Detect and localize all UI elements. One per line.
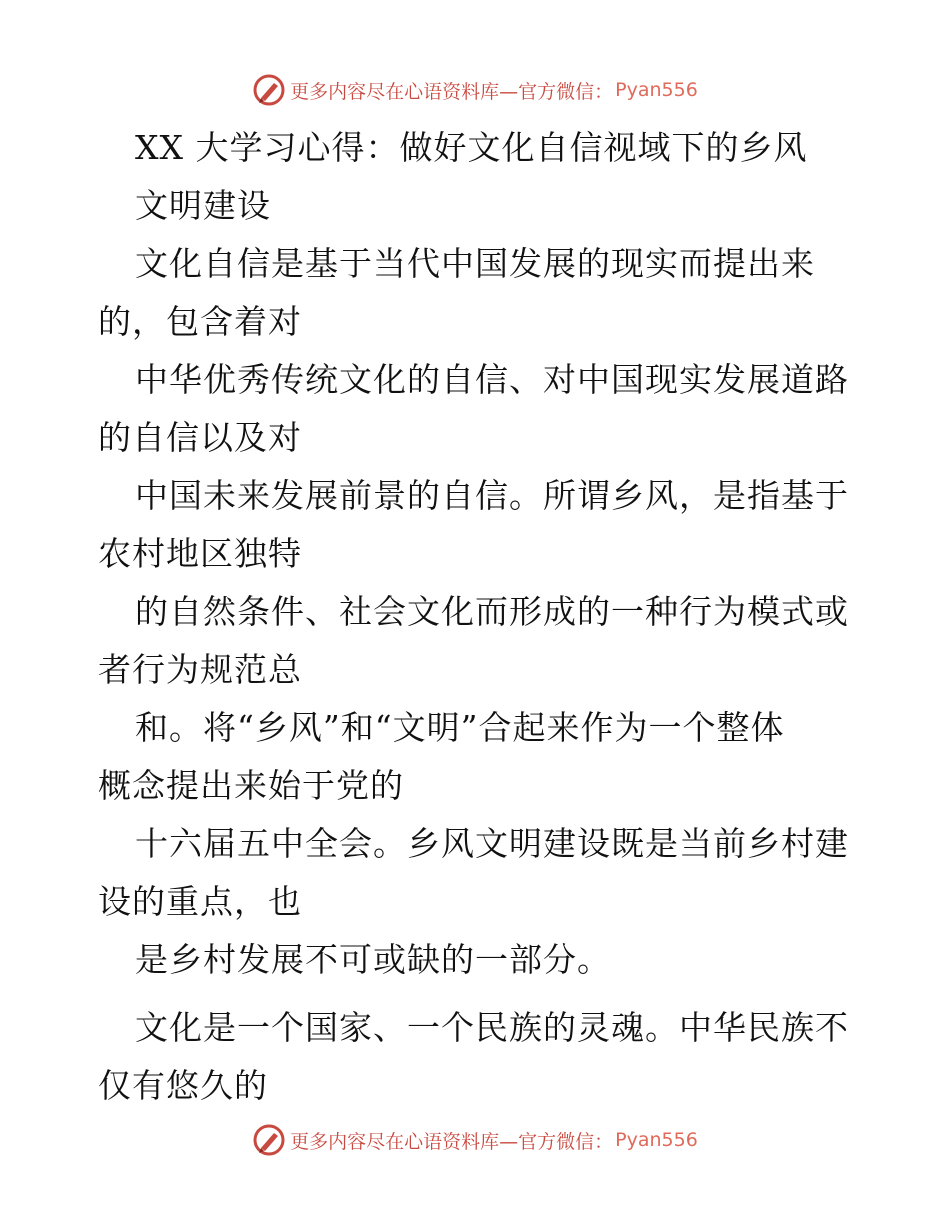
text-line: 仅有悠久的	[98, 1066, 268, 1105]
text-line: 文化是一个国家、一个民族的灵魂。中华民族不	[135, 1008, 849, 1047]
watermark-text: 更多内容尽在心语资料库—官方微信：	[290, 1130, 614, 1153]
text-line: 农村地区独特	[98, 534, 302, 573]
text-line: 中国未来发展前景的自信。所谓乡风，是指基于	[135, 476, 849, 515]
text-line: 的，包含着对	[98, 302, 302, 341]
title-line-2: 文明建设	[135, 186, 271, 225]
pen-logo-icon	[252, 1123, 286, 1157]
text-line: 概念提出来始于党的	[98, 766, 404, 805]
footer-watermark	[0, 1120, 950, 1160]
text-line: 是乡村发展不可或缺的一部分。	[135, 940, 611, 979]
text-line: 的自然条件、社会文化而形成的一种行为模式或	[135, 592, 849, 631]
text-line: 和。将“乡风”和“文明”合起来作为一个整体	[135, 708, 785, 747]
text-line: 中华优秀传统文化的自信、对中国现实发展道路	[135, 360, 849, 399]
text-line: 十六届五中全会。乡风文明建设既是当前乡村建	[135, 824, 849, 863]
text-line: 者行为规范总	[98, 650, 302, 689]
pen-logo-icon	[252, 73, 286, 107]
text-line: 的自信以及对	[98, 418, 302, 457]
watermark-contact: Pyan556	[615, 79, 698, 101]
watermark-text: 更多内容尽在心语资料库—官方微信：	[290, 80, 614, 103]
header-watermark	[0, 70, 950, 110]
watermark-contact: Pyan556	[615, 1129, 698, 1151]
text-line: 设的重点，也	[98, 882, 302, 921]
title-line-1: XX 大学习心得：做好文化自信视域下的乡风	[135, 128, 808, 167]
text-line: 文化自信是基于当代中国发展的现实而提出来	[135, 244, 815, 283]
